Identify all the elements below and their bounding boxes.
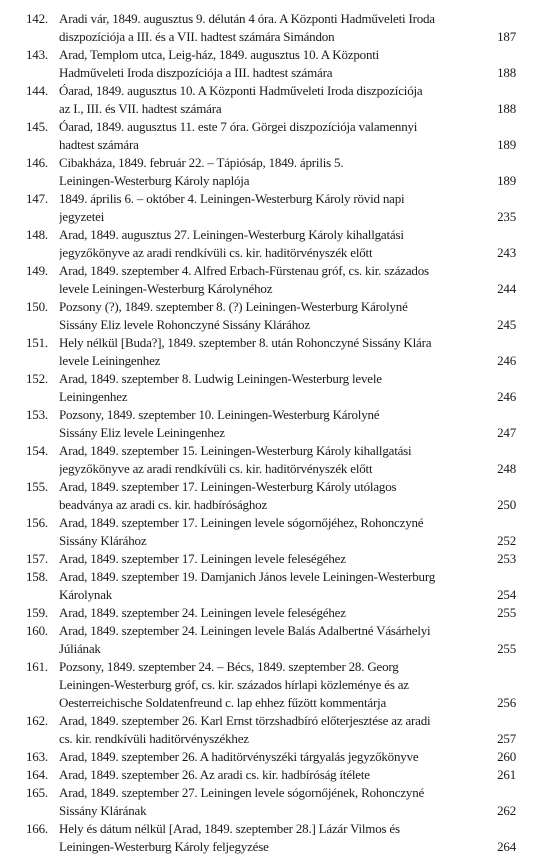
entry-number: 150. bbox=[26, 299, 48, 314]
entry-title bbox=[59, 568, 479, 604]
entry-title-line: Arad, 1849. szeptember 26. Az aradi cs. kir. hadbíróság ítélete bbox=[59, 767, 370, 782]
entry-number: 143. bbox=[26, 47, 48, 62]
entry-title-line: Arad, 1849. szeptember 17. Leiningen levele feleségéhez bbox=[59, 551, 346, 566]
toc-entry bbox=[0, 226, 550, 262]
entry-number: 155. bbox=[26, 479, 48, 494]
entry-title-line: 1849. április 6. – október 4. Leiningen-Westerburg Károly rövid napi bbox=[59, 191, 405, 206]
entry-number: 166. bbox=[26, 821, 48, 836]
entry-page-number: 246 bbox=[497, 353, 516, 368]
entry-title bbox=[59, 550, 479, 568]
entry-page-number: 243 bbox=[497, 245, 516, 260]
entry-page-number: 188 bbox=[497, 65, 516, 80]
entry-number: 160. bbox=[26, 623, 48, 638]
entry-number: 165. bbox=[26, 785, 48, 800]
entry-title-line: az I., III. és VII. hadtest számára bbox=[59, 101, 222, 116]
entry-page-number: 260 bbox=[497, 749, 516, 764]
entry-page-number: 256 bbox=[497, 695, 516, 710]
entry-page-number: 235 bbox=[497, 209, 516, 224]
entry-title bbox=[59, 298, 479, 334]
entry-title-line: Leiningen-Westerburg Károly naplója bbox=[59, 173, 250, 188]
entry-title bbox=[59, 820, 479, 856]
entry-title-line: Hely nélkül [Buda?], 1849. szeptember 8. után Rohonczyné Sissány Klára bbox=[59, 335, 432, 350]
entry-title bbox=[59, 226, 479, 262]
toc-entry bbox=[0, 190, 550, 226]
entry-number: 145. bbox=[26, 119, 48, 134]
entry-page-number: 188 bbox=[497, 101, 516, 116]
entry-title-line: Óarad, 1849. augusztus 10. A Központi Hadműveleti Iroda diszpozíciója bbox=[59, 83, 423, 98]
entry-title-line: Sissány Klárához bbox=[59, 533, 147, 548]
entry-title-line: jegyzőkönyve az aradi rendkívüli cs. kir. haditörvényszék előtt bbox=[59, 461, 373, 476]
toc-entry bbox=[0, 658, 550, 712]
entry-title bbox=[59, 622, 479, 658]
entry-number: 142. bbox=[26, 11, 48, 26]
toc-entry bbox=[0, 766, 550, 784]
entry-title bbox=[59, 262, 479, 298]
entry-title bbox=[59, 46, 479, 82]
entry-title-line: Sissány Eliz levele Leiningenhez bbox=[59, 425, 225, 440]
entry-title-line: Arad, Templom utca, Leig-ház, 1849. augusztus 10. A Központi bbox=[59, 47, 380, 62]
toc-entry bbox=[0, 568, 550, 604]
entry-page-number: 261 bbox=[497, 767, 516, 782]
toc-entry bbox=[0, 442, 550, 478]
entry-page-number: 255 bbox=[497, 605, 516, 620]
entry-title-line: beadványa az aradi cs. kir. hadbírósághoz bbox=[59, 497, 268, 512]
entry-number: 154. bbox=[26, 443, 48, 458]
entry-title bbox=[59, 118, 479, 154]
entry-title-line: levele Leiningen-Westerburg Károlynéhoz bbox=[59, 281, 273, 296]
entry-title bbox=[59, 712, 479, 748]
entry-title-line: Arad, 1849. szeptember 26. A haditörvényszéki tárgyalás jegyzőkönyve bbox=[59, 749, 419, 764]
toc-entry bbox=[0, 622, 550, 658]
entry-page-number: 254 bbox=[497, 587, 516, 602]
entry-number: 159. bbox=[26, 605, 48, 620]
entry-title-line: Arad, 1849. szeptember 4. Alfred Erbach-Fürstenau gróf, cs. kir. százados bbox=[59, 263, 429, 278]
entry-title bbox=[59, 10, 479, 46]
entry-title-line: Arad, 1849. szeptember 26. Karl Ernst törzshadbíró előterjesztése az aradi bbox=[59, 713, 431, 728]
entry-page-number: 245 bbox=[497, 317, 516, 332]
entry-number: 149. bbox=[26, 263, 48, 278]
toc-entry bbox=[0, 298, 550, 334]
entry-title-line: Cibakháza, 1849. február 22. – Tápiósáp, 1849. április 5. bbox=[59, 155, 344, 170]
entry-page-number: 262 bbox=[497, 803, 516, 818]
entry-title bbox=[59, 154, 479, 190]
entry-title bbox=[59, 334, 479, 370]
entry-number: 158. bbox=[26, 569, 48, 584]
entry-title-line: Arad, 1849. szeptember 24. Leiningen levele Balás Adalbertné Vásárhelyi bbox=[59, 623, 431, 638]
entry-page-number: 244 bbox=[497, 281, 516, 296]
toc-entry bbox=[0, 370, 550, 406]
toc-entry bbox=[0, 514, 550, 550]
toc-entry bbox=[0, 82, 550, 118]
entry-number: 163. bbox=[26, 749, 48, 764]
entry-title-line: Leiningenhez bbox=[59, 389, 128, 404]
entry-number: 148. bbox=[26, 227, 48, 242]
entry-title-line: Pozsony, 1849. szeptember 10. Leiningen-Westerburg Károlyné bbox=[59, 407, 380, 422]
toc-entry bbox=[0, 46, 550, 82]
entry-number: 153. bbox=[26, 407, 48, 422]
toc-entry bbox=[0, 784, 550, 820]
entry-title-line: Sissány Klárának bbox=[59, 803, 147, 818]
entry-title bbox=[59, 784, 479, 820]
entry-title-line: jegyzőkönyve az aradi rendkívüli cs. kir. haditörvényszék előtt bbox=[59, 245, 373, 260]
entry-title-line: Leiningen-Westerburg gróf, cs. kir. százados hírlapi közleménye és az bbox=[59, 677, 409, 692]
entry-title-line: Arad, 1849. szeptember 17. Leiningen levele sógornőjéhez, Rohonczyné bbox=[59, 515, 424, 530]
toc-entry bbox=[0, 604, 550, 622]
entry-title bbox=[59, 478, 479, 514]
entry-title bbox=[59, 190, 479, 226]
entry-number: 144. bbox=[26, 83, 48, 98]
entry-title-line: levele Leiningenhez bbox=[59, 353, 161, 368]
entry-title-line: Arad, 1849. szeptember 19. Damjanich János levele Leiningen-Westerburg bbox=[59, 569, 436, 584]
entry-title-line: Arad, 1849. szeptember 15. Leiningen-Westerburg Károly kihallgatási bbox=[59, 443, 412, 458]
entry-number: 161. bbox=[26, 659, 48, 674]
entry-title-line: hadtest számára bbox=[59, 137, 139, 152]
entry-title-line: diszpozíciója a III. és a VII. hadtest számára Simándon bbox=[59, 29, 335, 44]
entry-title-line: Arad, 1849. augusztus 27. Leiningen-Westerburg Károly kihallgatási bbox=[59, 227, 404, 242]
entry-page-number: 189 bbox=[497, 137, 516, 152]
entry-title-line: Hadműveleti Iroda diszpozíciója a III. hadtest számára bbox=[59, 65, 333, 80]
entry-number: 152. bbox=[26, 371, 48, 386]
entry-number: 156. bbox=[26, 515, 48, 530]
entry-page-number: 250 bbox=[497, 497, 516, 512]
entry-page-number: 246 bbox=[497, 389, 516, 404]
entry-page-number: 189 bbox=[497, 173, 516, 188]
entry-title-line: Pozsony (?), 1849. szeptember 8. (?) Leiningen-Westerburg Károlyné bbox=[59, 299, 408, 314]
entry-title-line: cs. kir. rendkívüli haditörvényszékhez bbox=[59, 731, 249, 746]
entry-number: 147. bbox=[26, 191, 48, 206]
entry-title bbox=[59, 766, 479, 784]
toc-entry bbox=[0, 118, 550, 154]
entry-page-number: 187 bbox=[497, 29, 516, 44]
entry-title-line: Leiningen-Westerburg Károly feljegyzése bbox=[59, 839, 269, 854]
entry-title bbox=[59, 514, 479, 550]
toc-entry bbox=[0, 478, 550, 514]
entry-title-line: Óarad, 1849. augusztus 11. este 7 óra. Görgei diszpozíciója valamennyi bbox=[59, 119, 418, 134]
entry-title-line: Arad, 1849. szeptember 8. Ludwig Leiningen-Westerburg levele bbox=[59, 371, 382, 386]
entry-title-line: Oesterreichische Soldatenfreund c. lap ehhez fűzött kommentárja bbox=[59, 695, 387, 710]
entry-title-line: Arad, 1849. szeptember 24. Leiningen levele feleségéhez bbox=[59, 605, 346, 620]
toc-entry bbox=[0, 748, 550, 766]
entry-title-line: Arad, 1849. szeptember 17. Leiningen-Westerburg Károly utólagos bbox=[59, 479, 397, 494]
entry-title-line: Hely és dátum nélkül [Arad, 1849. szeptember 28.] Lázár Vilmos és bbox=[59, 821, 400, 836]
entry-title-line: Arad, 1849. szeptember 27. Leiningen levele sógornőjének, Rohonczyné bbox=[59, 785, 425, 800]
entry-title-line: jegyzetei bbox=[59, 209, 105, 224]
entry-page-number: 247 bbox=[497, 425, 516, 440]
toc-entry bbox=[0, 550, 550, 568]
toc-entry bbox=[0, 712, 550, 748]
toc-entry bbox=[0, 262, 550, 298]
entry-number: 157. bbox=[26, 551, 48, 566]
toc-entry bbox=[0, 334, 550, 370]
entry-title bbox=[59, 748, 479, 766]
entry-title bbox=[59, 82, 479, 118]
entry-page-number: 257 bbox=[497, 731, 516, 746]
entry-number: 146. bbox=[26, 155, 48, 170]
entry-title-line: Aradi vár, 1849. augusztus 9. délután 4 óra. A Központi Hadműveleti Iroda bbox=[59, 11, 435, 26]
entry-title bbox=[59, 370, 479, 406]
toc-entry bbox=[0, 10, 550, 46]
entry-title-line: Sissány Eliz levele Rohonczyné Sissány Klárához bbox=[59, 317, 310, 332]
entry-title-line: Károlynak bbox=[59, 587, 113, 602]
entry-title bbox=[59, 406, 479, 442]
table-of-contents bbox=[0, 10, 550, 856]
entry-page-number: 248 bbox=[497, 461, 516, 476]
entry-number: 151. bbox=[26, 335, 48, 350]
entry-title-line: Pozsony, 1849. szeptember 24. – Bécs, 1849. szeptember 28. Georg bbox=[59, 659, 399, 674]
entry-page-number: 253 bbox=[497, 551, 516, 566]
entry-page-number: 255 bbox=[497, 641, 516, 656]
entry-number: 162. bbox=[26, 713, 48, 728]
entry-title bbox=[59, 442, 479, 478]
toc-entry bbox=[0, 820, 550, 856]
toc-entry bbox=[0, 406, 550, 442]
entry-page-number: 264 bbox=[497, 839, 516, 854]
entry-page-number: 252 bbox=[497, 533, 516, 548]
entry-title bbox=[59, 604, 479, 622]
entry-title bbox=[59, 658, 479, 712]
toc-entry bbox=[0, 154, 550, 190]
entry-title-line: Júliának bbox=[59, 641, 101, 656]
entry-number: 164. bbox=[26, 767, 48, 782]
